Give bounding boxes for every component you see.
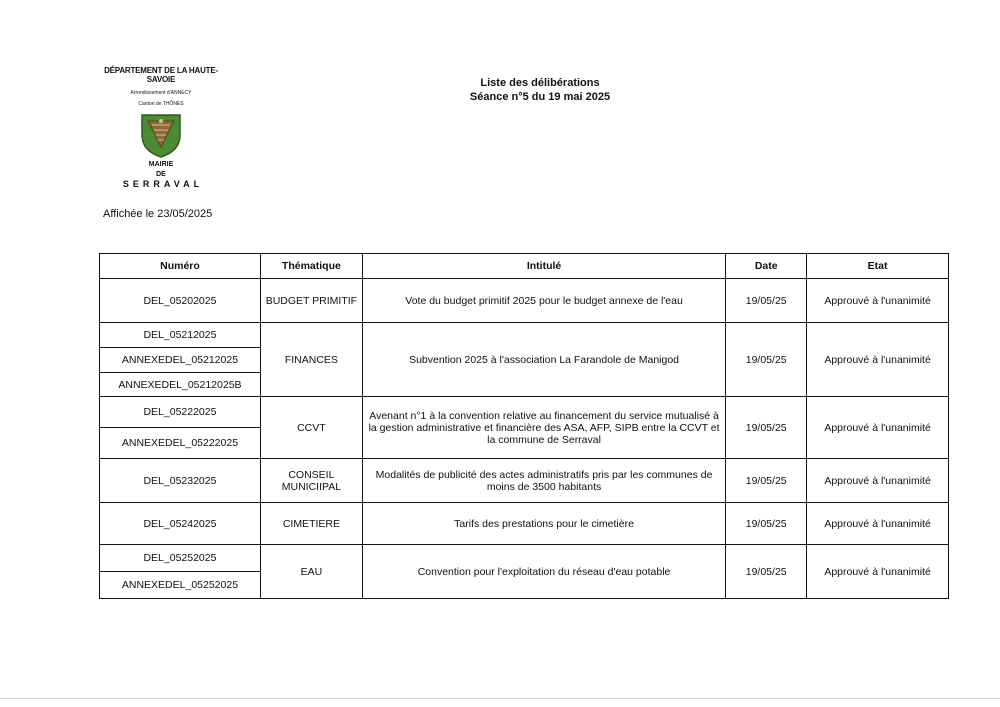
etat-cell: Approuvé à l'unanimité (807, 323, 949, 397)
intitule-cell: Vote du budget primitif 2025 pour le budget annexe de l'eau (362, 279, 725, 323)
intitule-cell: Modalités de publicité des actes administratifs pris par les communes de moins de 3500 habitants (362, 459, 725, 503)
mairie-label: MAIRIE (148, 161, 174, 168)
table-row (100, 459, 949, 503)
numero-cell: DEL_05232025 (100, 459, 261, 503)
etat-cell: Approuvé à l'unanimité (807, 459, 949, 503)
thematique-cell: FINANCES (260, 323, 362, 397)
header-thematique: Thématique (260, 254, 362, 279)
etat-cell: Approuvé à l'unanimité (807, 503, 949, 545)
numero-cell: DEL_05252025 (100, 545, 261, 572)
arrondissement: Arrondissement d'ANNECY (130, 90, 192, 96)
posting-date: Affichée le 23/05/2025 (103, 208, 213, 220)
intitule-cell: Convention pour l'exploitation du réseau d'eau potable (362, 545, 725, 599)
thematique-cell: BUDGET PRIMITIF (260, 279, 362, 323)
numero-cell: ANNEXEDEL_05222025 (100, 428, 261, 459)
commune-name: SERRAVAL (122, 179, 204, 189)
numero-cell: ANNEXEDEL_05252025 (100, 572, 261, 599)
coat-of-arms-icon (140, 113, 182, 159)
table-header-row (100, 254, 949, 279)
canton: Canton de THÔNES (138, 101, 184, 107)
header-intitule: Intitulé (362, 254, 725, 279)
thematique-cell: CIMETIERE (260, 503, 362, 545)
table-row (100, 323, 949, 348)
title-line-1: Liste des délibérations (480, 77, 600, 89)
intitule-cell: Tarifs des prestations pour le cimetière (362, 503, 725, 545)
date-cell: 19/05/25 (726, 545, 807, 599)
thematique-cell: CCVT (260, 397, 362, 459)
table-row (100, 397, 949, 428)
etat-cell: Approuvé à l'unanimité (807, 279, 949, 323)
mairie-de-label: DE (156, 171, 166, 178)
numero-cell: DEL_05222025 (100, 397, 261, 428)
table-row (100, 279, 949, 323)
table-row (100, 545, 949, 572)
page-edge-line (0, 698, 1000, 699)
numero-cell: DEL_05212025 (100, 323, 261, 348)
numero-cell: ANNEXEDEL_05212025B (100, 373, 261, 397)
intitule-cell: Avenant n°1 à la convention relative au financement du service mutualisé à la gestion administrative et financière des ASA, AFP, SIPB entre la CCVT et la commune de Serraval (362, 397, 725, 459)
etat-cell: Approuvé à l'unanimité (807, 397, 949, 459)
numero-cell: DEL_05242025 (100, 503, 261, 545)
date-cell: 19/05/25 (726, 503, 807, 545)
header-numero: Numéro (100, 254, 261, 279)
date-cell: 19/05/25 (726, 397, 807, 459)
title-line-2: Séance n°5 du 19 mai 2025 (469, 91, 611, 103)
date-cell: 19/05/25 (726, 323, 807, 397)
deliberations-table (99, 253, 949, 599)
document-title (420, 76, 660, 104)
numero-cell: DEL_05202025 (100, 279, 261, 323)
thematique-cell: EAU (260, 545, 362, 599)
numero-cell: ANNEXEDEL_05212025 (100, 348, 261, 373)
department-name: DÉPARTEMENT DE LA HAUTE-SAVOIE (104, 66, 218, 84)
header-date: Date (726, 254, 807, 279)
etat-cell: Approuvé à l'unanimité (807, 545, 949, 599)
table-row (100, 503, 949, 545)
date-cell: 19/05/25 (726, 279, 807, 323)
letterhead (96, 66, 226, 189)
header-etat: Etat (807, 254, 949, 279)
date-cell: 19/05/25 (726, 459, 807, 503)
intitule-cell: Subvention 2025 à l'association La Farandole de Manigod (362, 323, 725, 397)
thematique-cell: CONSEIL MUNICIIPAL (260, 459, 362, 503)
